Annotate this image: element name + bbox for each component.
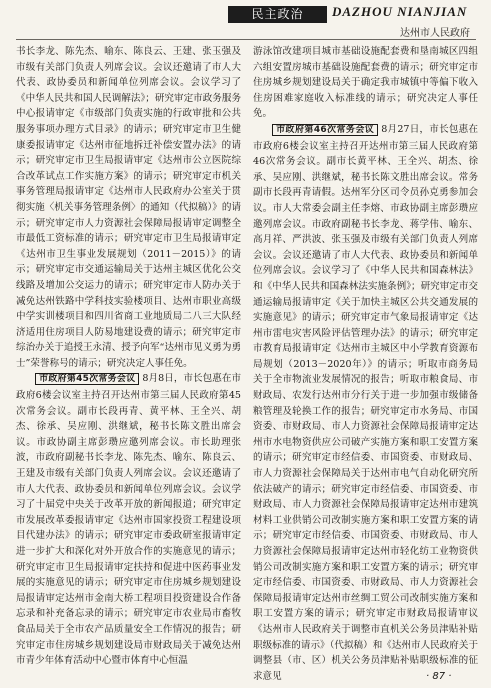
page-number: · 87 ·: [426, 671, 452, 682]
publication-title-latin: DAZHOU NIANJIAN: [332, 4, 468, 19]
body-paragraph: 游泳馆改建项目城市基础设施配套费和垦南城区四组六组安置房城市基础设施配套费的请示；研究审定市住房城乡规划建设局关于确定我市城镇中等偏下收入住房困难家庭收入标准线的请示；研究决定人事任免。: [253, 46, 478, 120]
section-tag: 民主政治: [228, 6, 327, 23]
header-divider: [16, 39, 476, 40]
section-heading: 市政府第46次常务会议: [272, 124, 378, 136]
meeting-46-body: 8月27日，市长包惠在市政府6楼会议室主持召开达州市第三届人民政府第46次常务会议。副市长黄平林、王全兴、胡杰、徐承、吴应刚、洪继斌，秘书长陈文胜出席会议。常务副市长段再青请假。达州军分区司令员孙克勇参加会议。市人大常委会副主任李熔、市政协副主席彭瓒应邀列席会议。市政府副秘书长李龙、蒋学伟、喻东、高月祥、严洪波、张玉强及市级有关部门负责人列席会议。会议还邀请了市人大代表、政协委员和新闻单位列席会议。会议学习了《中华人民共和国森林法》和《中华人民共和国森林法实施条例》；研究审定市交通运输局报请审定《关于加快主城区公共交通发展的实施意见》的请示；研究审定市气象局报请审定《达州市雷电灾害风险评估管理办法》的请示；研究审定市教育局报请审定《达州市主城区中小学教育资源布局规划（2013－2020年）》的请示；听取市商务局关于全市物流业发展情况的报告；听取市粮食局、市财政局、农发行达州市分行关于进一步加强市级储备粮管理及轮换工作的报告；研究审定市水务局、市国资委、市财政局、市人力资源社会保障局报请审定达州市水电物资供应公司破产实施方案和职工安置方案的请示；研究审定市经信委、市国资委、市财政局、市人力资源社会保障局关于达州市电气自动化研究所依法破产的请示；研究审定市经信委、市国资委、市财政局、市人力资源社会保障局报请审定达州市建筑材料工业供销公司改制实施方案和职工安置方案的请示；研究审定市经信委、市国资委、市财政局、市人力资源社会保障局报请审定达州市轻化纺工业物资供销公司改制实施方案和职工安置方案的请示；研究审定市经信委、市国资委、市财政局、市人力资源社会保障局报请审定达州市丝绸工贸公司改制实施方案和职工安置方案的请示；研究审定市财政局报请审议《达州市人民政府关于调整市直机关公务员津贴补贴职级标准的请示》（代拟稿）和《达州市人民政府关于调整县（市、区）机关公务员津贴补贴职级标准的征求意见: [253, 123, 478, 682]
page-header: [0, 0, 491, 48]
meeting-45-body: 8月8日，市长包惠在市政府6楼会议室主持召开达州市第三届人民政府第45次常务会议。副市长段再青、黄平林、王全兴、胡杰、徐承、吴应刚、洪继斌，秘书长陈文胜出席会议。市政协副主席彭瓒应邀列席会议。市长助理张波，市政府副秘书长李龙、陈先杰、喻东、陈良云、王建及市级有关部门负责人列席会议。会议还邀请了市人大代表、政协委员和新闻单位列席会议。会议学习了十届党中央关于改革开放的新闻报道；研究审定市发展改革委报请审定《达州市国家投资工程建设项目代建办法》的请示；研究审定市委政研室报请审定进一步扩大和深化对外开放合作的实施意见的请示；研究审定市卫生局报请审定扶持和促进中医药事业发展的实施意见的请示；研究审定市住房城乡规划建设局报请审定达州市金南大桥工程项目投资建设合作备忘录和补充备忘录的请示；研究审定市农业局市畜牧食品局关于全市农产品质量安全工作情况的报告；研究审定市住房城乡规划建设局市财政局关于减免达州市青少年体育活动中心暨市体育中心恒温: [16, 373, 241, 667]
publication-subtitle: 达州市人民政府: [400, 28, 470, 39]
meeting-45-paragraph: [16, 371, 241, 668]
left-column: [16, 44, 241, 669]
meeting-46-paragraph: [253, 122, 478, 684]
body-paragraph: 书长李龙、陈先杰、喻东、陈良云、王建、张玉强及市级有关部门负责人列席会议。会议还邀请了市人大代表、政协委员和新闻单位列席会议。会议学习了《中华人民共和国人民调解法》；研究审定市政务服务中心报请审定《市级部门负责实施的行政审批和公共服务事项办理方式目录》的请示；研究审定市卫生健康委报请审定《达州市征地拆迁补偿安置办法》的请示；研究审定市卫生局报请审定《达州市公立医院综合改革试点工作实施方案》的请示；研究审定市机关事务管理局报请审定《达州市人民政府办公室关于贯彻实施〈机关事务管理条例〉的通知（代拟稿）》的请示；研究审定市人力资源社会保障局报请审定调整全市最低工资标准的请示；研究审定市卫生局报请审定《达州市卫生事业发展规划（2011－2015）》的请示；研究审定市交通运输局关于达州主城区优化公交线路及增加公交运力的请示；研究审定市人防办关于减免达州铁路中学科技实验楼项目、达州市职业高级中学实训楼项目和四川省商工业地质局二八三大队经济适用住房项目人防易地建设费的请示；研究审定市综治办关于追授王永清、授予向军“达州市见义勇为勇士”荣誉称号的请示；研究决定人事任免。: [16, 46, 241, 369]
section-heading: 市政府第45次常务会议: [35, 373, 139, 385]
